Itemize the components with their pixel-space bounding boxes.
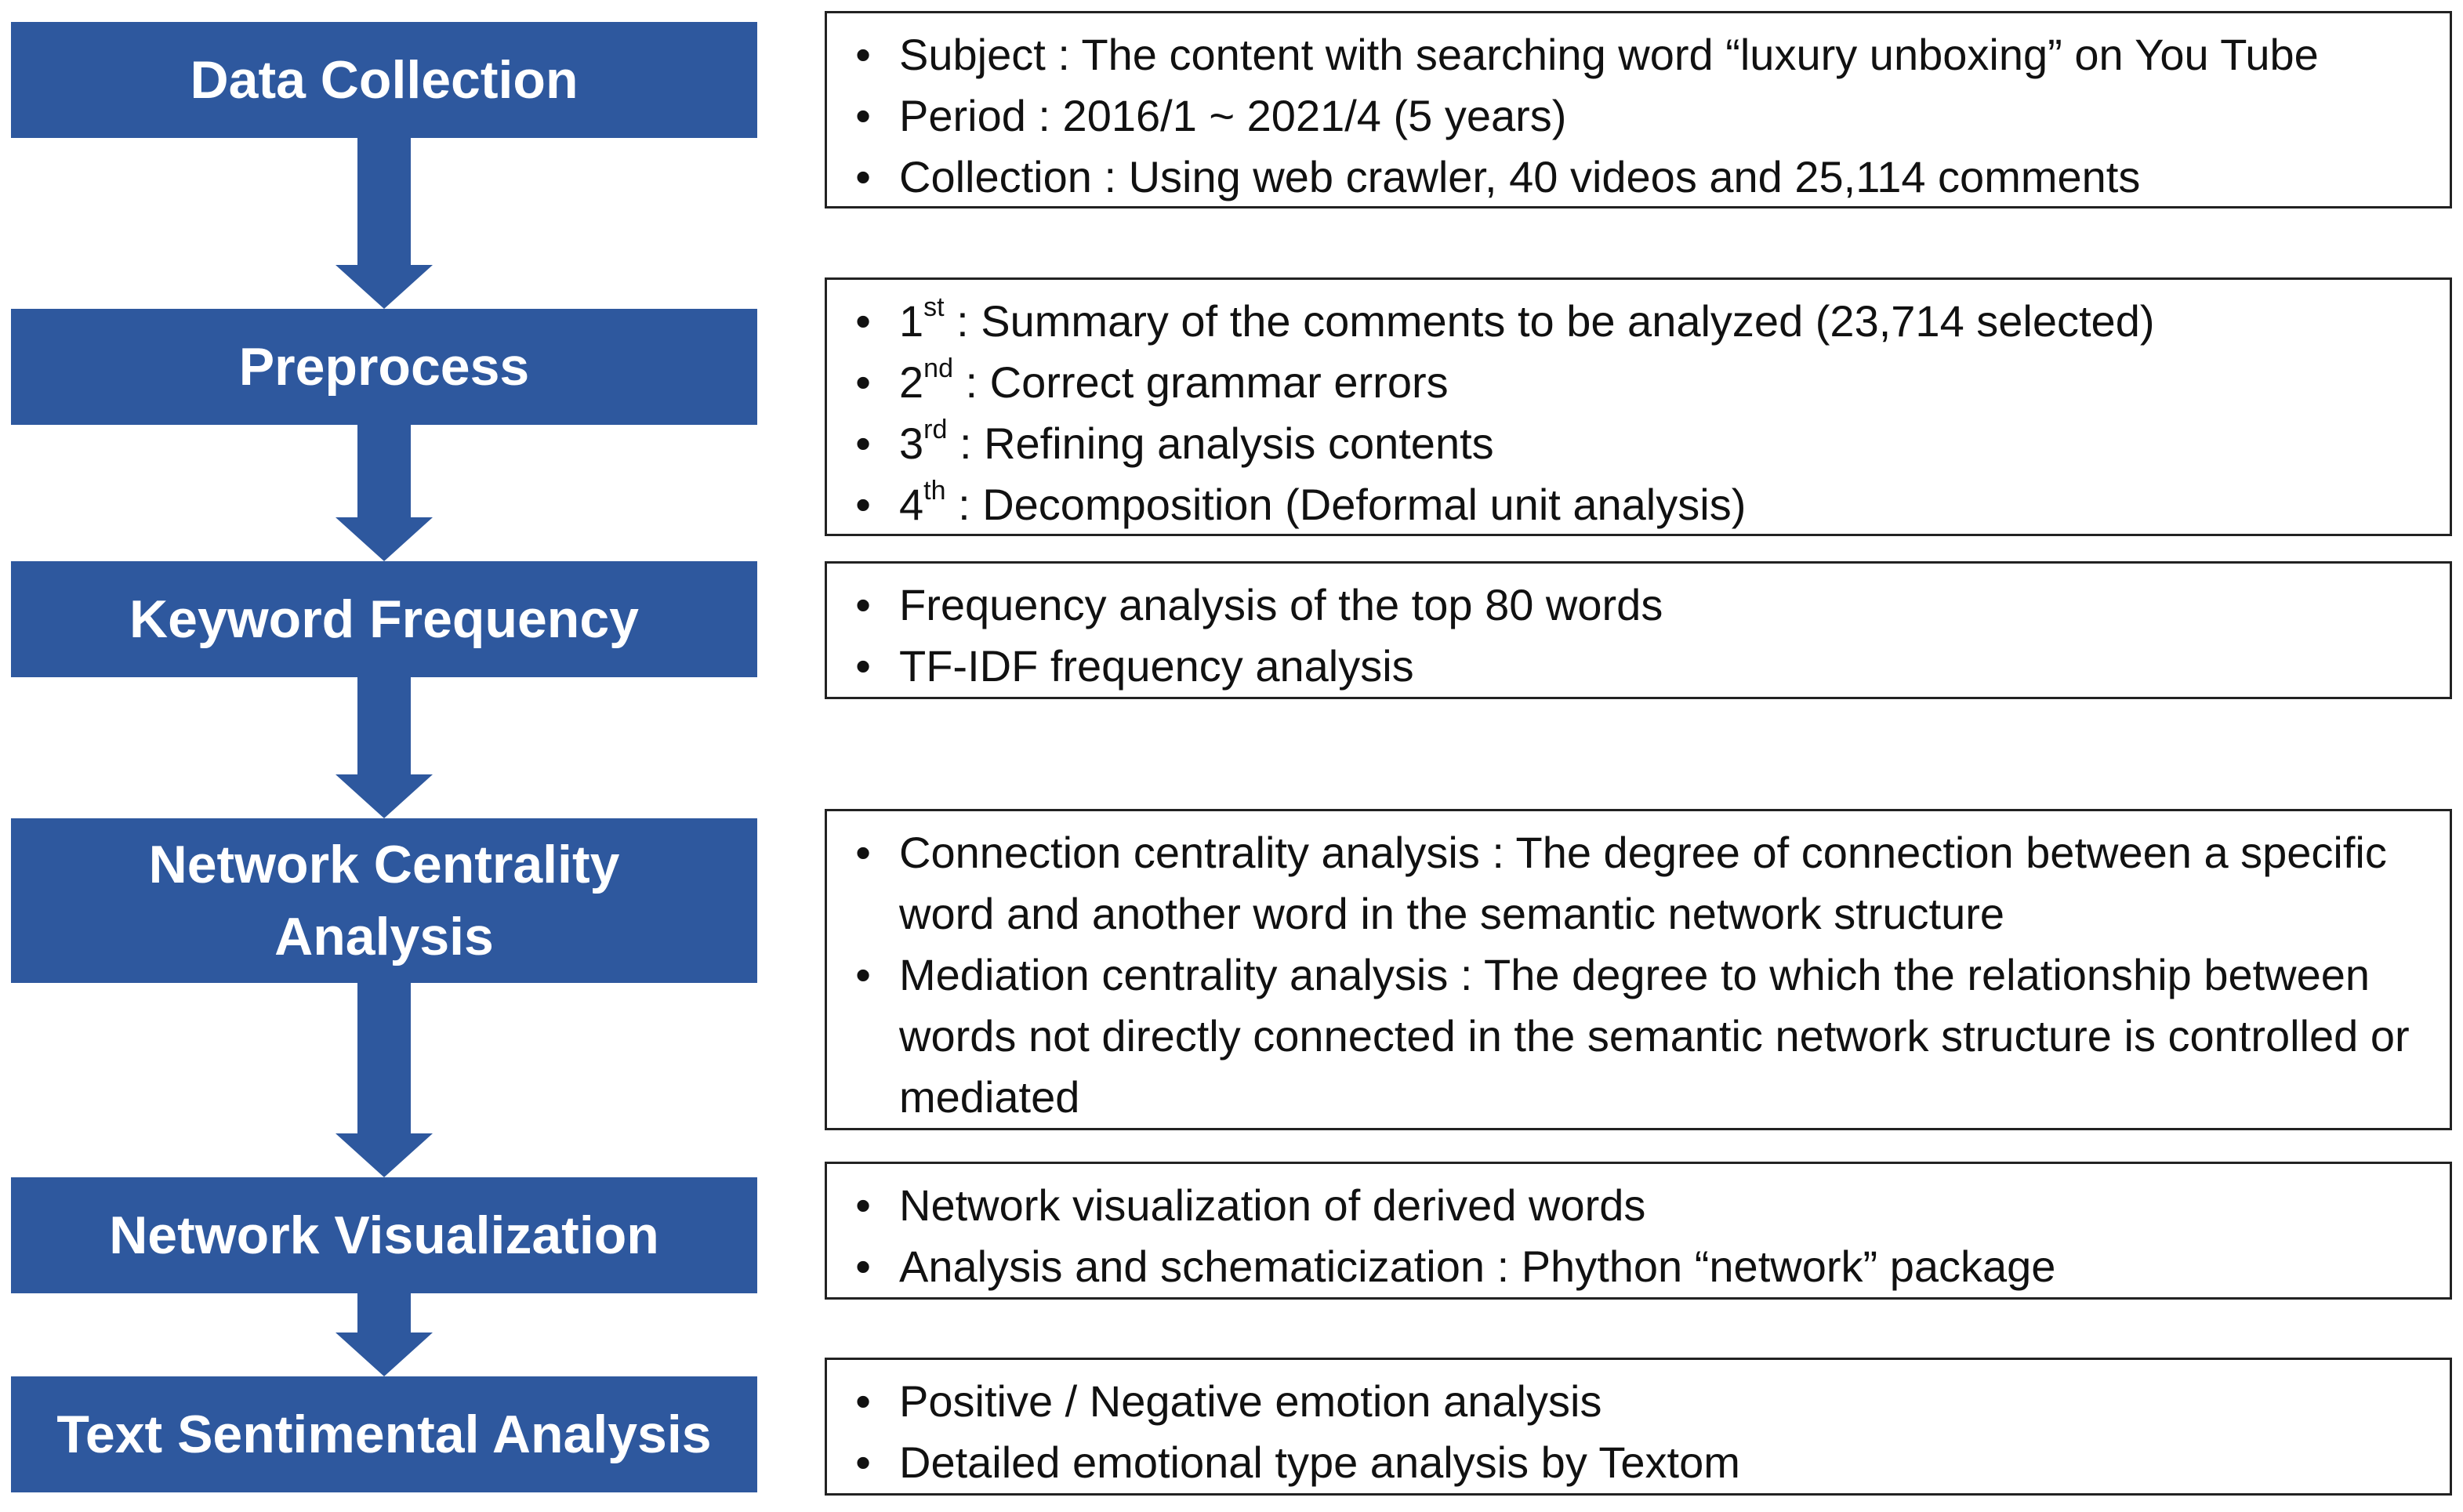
step-title: Network Visualization xyxy=(109,1206,659,1265)
detail-item: • Detailed emotional type analysis by Textom xyxy=(841,1432,2418,1493)
detail-box-keyword-frequency xyxy=(825,561,2452,699)
down-arrow-icon xyxy=(336,138,433,309)
bullet-icon: • xyxy=(855,419,871,468)
step-box-keyword-frequency xyxy=(11,561,757,677)
bullet-icon: • xyxy=(855,30,871,79)
detail-list xyxy=(841,1371,2418,1493)
detail-item: • Subject : The content with searching word “luxury unboxing” on You Tube xyxy=(841,24,2418,85)
step-title: Data Collection xyxy=(190,50,579,110)
bullet-icon: • xyxy=(855,296,871,346)
bullet-icon: • xyxy=(855,152,871,201)
detail-list xyxy=(841,575,2418,697)
detail-item: • TF-IDF frequency analysis xyxy=(841,636,2418,697)
bullet-icon: • xyxy=(855,357,871,407)
step-box-text-sentimental xyxy=(11,1376,757,1492)
step-title: Network Centrality Analysis xyxy=(148,835,620,966)
down-arrow-icon xyxy=(336,983,433,1177)
detail-item: • Positive / Negative emotion analysis xyxy=(841,1371,2418,1432)
bullet-icon: • xyxy=(855,641,871,691)
detail-item: • 3rd : Refining analysis contents xyxy=(841,413,2418,474)
detail-list xyxy=(841,24,2418,208)
detail-list xyxy=(841,822,2418,1128)
detail-box-network-centrality xyxy=(825,809,2452,1130)
step-title: Preprocess xyxy=(238,337,530,397)
step-box-data-collection xyxy=(11,22,757,138)
step-box-preprocess xyxy=(11,309,757,425)
detail-item: • Connection centrality analysis : The degree of connection between a specific word and another word in the semantic network structure xyxy=(841,822,2418,945)
bullet-icon: • xyxy=(855,580,871,629)
step-title: Text Sentimental Analysis xyxy=(56,1405,712,1464)
detail-list xyxy=(841,291,2418,535)
detail-box-preprocess xyxy=(825,277,2452,536)
bullet-icon: • xyxy=(855,480,871,529)
detail-item: • Mediation centrality analysis : The degree to which the relationship between words not directly connected in the semantic network structure is controlled or mediated xyxy=(841,945,2418,1128)
bullet-icon: • xyxy=(855,1242,871,1291)
bullet-icon: • xyxy=(855,950,871,999)
detail-item: • Network visualization of derived words xyxy=(841,1175,2418,1236)
bullet-icon: • xyxy=(855,91,871,140)
detail-item: • Collection : Using web crawler, 40 videos and 25,114 comments xyxy=(841,147,2418,208)
detail-box-text-sentimental xyxy=(825,1358,2452,1496)
detail-list xyxy=(841,1175,2418,1297)
bullet-icon: • xyxy=(855,1180,871,1230)
down-arrow-icon xyxy=(336,425,433,561)
step-box-network-centrality xyxy=(11,818,757,983)
bullet-icon: • xyxy=(855,828,871,877)
detail-item: • Frequency analysis of the top 80 words xyxy=(841,575,2418,636)
detail-item: • 1st : Summary of the comments to be analyzed (23,714 selected) xyxy=(841,291,2418,352)
detail-box-network-visualization xyxy=(825,1162,2452,1300)
bullet-icon: • xyxy=(855,1376,871,1426)
down-arrow-icon xyxy=(336,677,433,818)
step-title: Keyword Frequency xyxy=(129,589,639,649)
bullet-icon: • xyxy=(855,1438,871,1487)
detail-item: • 4th : Decomposition (Deformal unit analysis) xyxy=(841,474,2418,535)
detail-item: • Period : 2016/1 ~ 2021/4 (5 years) xyxy=(841,85,2418,147)
detail-item: • 2nd : Correct grammar errors xyxy=(841,352,2418,413)
down-arrow-icon xyxy=(336,1293,433,1376)
detail-item: • Analysis and schematicization : Phython “network” package xyxy=(841,1236,2418,1297)
step-box-network-visualization xyxy=(11,1177,757,1293)
detail-box-data-collection xyxy=(825,11,2452,208)
